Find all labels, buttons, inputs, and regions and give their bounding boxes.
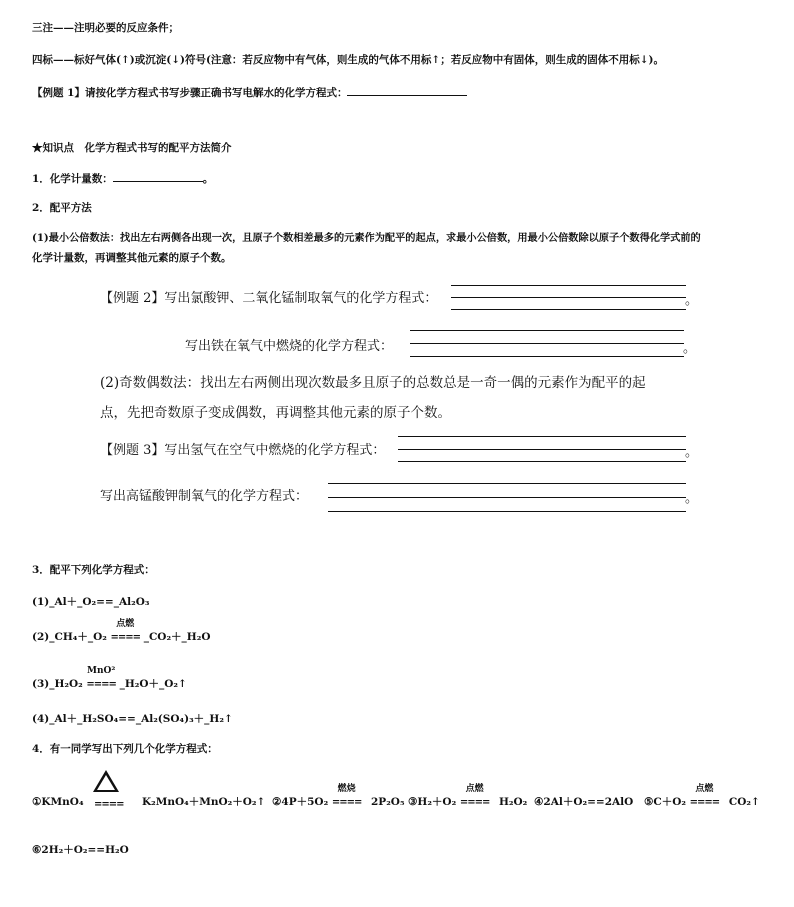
item-1 bbox=[32, 172, 213, 186]
kmno4-line-3[interactable] bbox=[328, 511, 686, 512]
example-3-line-2[interactable] bbox=[398, 449, 686, 450]
method-1-line-2: 化学计量数，再调整其他元素的原子个数。 bbox=[32, 252, 232, 264]
equals-sign: ==== bbox=[94, 799, 124, 810]
example-2-line-3[interactable] bbox=[451, 309, 686, 310]
reaction-4: ④2Al＋O₂==2AlO bbox=[534, 796, 634, 808]
equation-2-right: _CO₂＋_H₂O bbox=[143, 631, 211, 643]
iron-line-2[interactable] bbox=[410, 343, 684, 344]
example-2: 【例题 2】写出氯酸钾、二氧化锰制取氧气的化学方程式： bbox=[100, 291, 438, 306]
equation-4: (4)_Al＋_H₂SO₄==_Al₂(SO₄)₃＋_H₂↑ bbox=[32, 713, 233, 725]
reaction-3-left: ③H₂＋O₂ bbox=[408, 796, 457, 808]
example-2-line-2[interactable] bbox=[451, 297, 686, 298]
reaction-5-condition bbox=[689, 784, 720, 810]
method-2-line-2: 点，先把奇数原子变成偶数，再调整其他元素的原子个数。 bbox=[100, 405, 451, 421]
equation-3-left: (3)_H₂O₂ bbox=[32, 678, 83, 690]
example-3-line-1[interactable] bbox=[398, 436, 686, 437]
equation-2-left: (2)_CH₄＋_O₂ bbox=[32, 631, 107, 643]
reaction-3-condition bbox=[459, 784, 490, 810]
item-1-blank[interactable] bbox=[113, 181, 203, 182]
iron-period: 。 bbox=[683, 341, 697, 356]
example-1 bbox=[32, 86, 467, 100]
knowledge-title: ★知识点 化学方程式书写的配平方法简介 bbox=[32, 142, 232, 154]
reaction-1-equals bbox=[94, 797, 124, 812]
example-1-answer-blank[interactable] bbox=[347, 95, 467, 96]
example-2-period: 。 bbox=[685, 293, 699, 308]
catalyst-condition-label: MnO² bbox=[87, 666, 116, 676]
kmno4-line-2[interactable] bbox=[328, 497, 686, 498]
reaction-6: ⑥2H₂＋O₂==H₂O bbox=[32, 844, 129, 856]
line-sanzhu: 三注——注明必要的反应条件； bbox=[32, 22, 179, 34]
reaction-2-left: ②4P＋5O₂ bbox=[272, 796, 329, 808]
item-3: 3．配平下列化学方程式： bbox=[32, 564, 155, 576]
equation-1: (1)_Al＋_O₂==_Al₂O₃ bbox=[32, 596, 150, 608]
iron-prompt: 写出铁在氧气中燃烧的化学方程式： bbox=[185, 339, 394, 354]
equation-3-right: _H₂O＋_O₂↑ bbox=[119, 678, 187, 690]
equation-2 bbox=[32, 619, 211, 645]
equals-sign: ==== bbox=[110, 632, 141, 643]
line-sibiao: 四标——标好气体(↑)或沉淀(↓)符号(注意：若反应物中有气体，则生成的气体不用标↑；若反应物中有固体，则生成的固体不用标↓)。 bbox=[32, 54, 664, 66]
example-3: 【例题 3】写出氢气在空气中燃烧的化学方程式： bbox=[100, 443, 386, 458]
equals-sign: ==== bbox=[86, 679, 116, 690]
item-4: 4．有一同学写出下列几个化学方程式： bbox=[32, 743, 218, 755]
reaction-5-condition-label: 点燃 bbox=[695, 784, 714, 794]
example-3-line-3[interactable] bbox=[398, 461, 686, 462]
item-2: 2．配平方法 bbox=[32, 202, 92, 214]
equals-sign: ==== bbox=[331, 797, 362, 808]
reaction-1-right: K₂MnO₄＋MnO₂＋O₂↑ bbox=[142, 796, 266, 808]
item-1-end: 。 bbox=[202, 173, 214, 185]
reaction-5-right: CO₂↑ bbox=[728, 796, 760, 808]
example-1-text: 【例题 1】请按化学方程式书写步骤正确书写电解水的化学方程式： bbox=[32, 87, 348, 99]
burn-condition-label: 点燃 bbox=[116, 619, 135, 629]
equation-3 bbox=[32, 666, 187, 692]
reaction-5 bbox=[644, 784, 760, 810]
kmno4-prompt: 写出高锰酸钾制氧气的化学方程式： bbox=[100, 489, 309, 504]
reaction-3-condition-label: 点燃 bbox=[465, 784, 484, 794]
reaction-5-left: ⑤C＋O₂ bbox=[644, 796, 687, 808]
reaction-2-condition-label: 燃烧 bbox=[337, 784, 356, 794]
equation-2-condition bbox=[110, 619, 141, 645]
method-1-line-1: (1)最小公倍数法：找出左右两侧各出现一次，且原子个数相差最多的元素作为配平的起点，求最小公倍数，用最小公倍数除以原子个数得化学式前的 bbox=[32, 232, 701, 244]
reaction-2 bbox=[272, 784, 405, 810]
item-1-label: 1．化学计量数： bbox=[32, 173, 113, 185]
kmno4-line-1[interactable] bbox=[328, 483, 686, 484]
example-3-period: 。 bbox=[685, 445, 699, 460]
heat-triangle-icon bbox=[93, 770, 119, 792]
iron-line-3[interactable] bbox=[410, 356, 684, 357]
equals-sign: ==== bbox=[459, 797, 490, 808]
reaction-1-left: ①KMnO₄ bbox=[32, 796, 84, 808]
equation-3-condition bbox=[86, 666, 116, 692]
reaction-2-right: 2P₂O₅ bbox=[371, 796, 405, 808]
reaction-3-right: H₂O₂ bbox=[499, 796, 528, 808]
example-2-line-1[interactable] bbox=[451, 285, 686, 286]
kmno4-period: 。 bbox=[685, 491, 699, 506]
equals-sign: ==== bbox=[689, 797, 720, 808]
iron-line-1[interactable] bbox=[410, 330, 684, 331]
method-2-line-1: (2)奇数偶数法：找出左右两侧出现次数最多且原子的总数总是一奇一偶的元素作为配平的起 bbox=[100, 375, 646, 391]
reaction-3 bbox=[408, 784, 528, 810]
reaction-2-condition bbox=[331, 784, 362, 810]
